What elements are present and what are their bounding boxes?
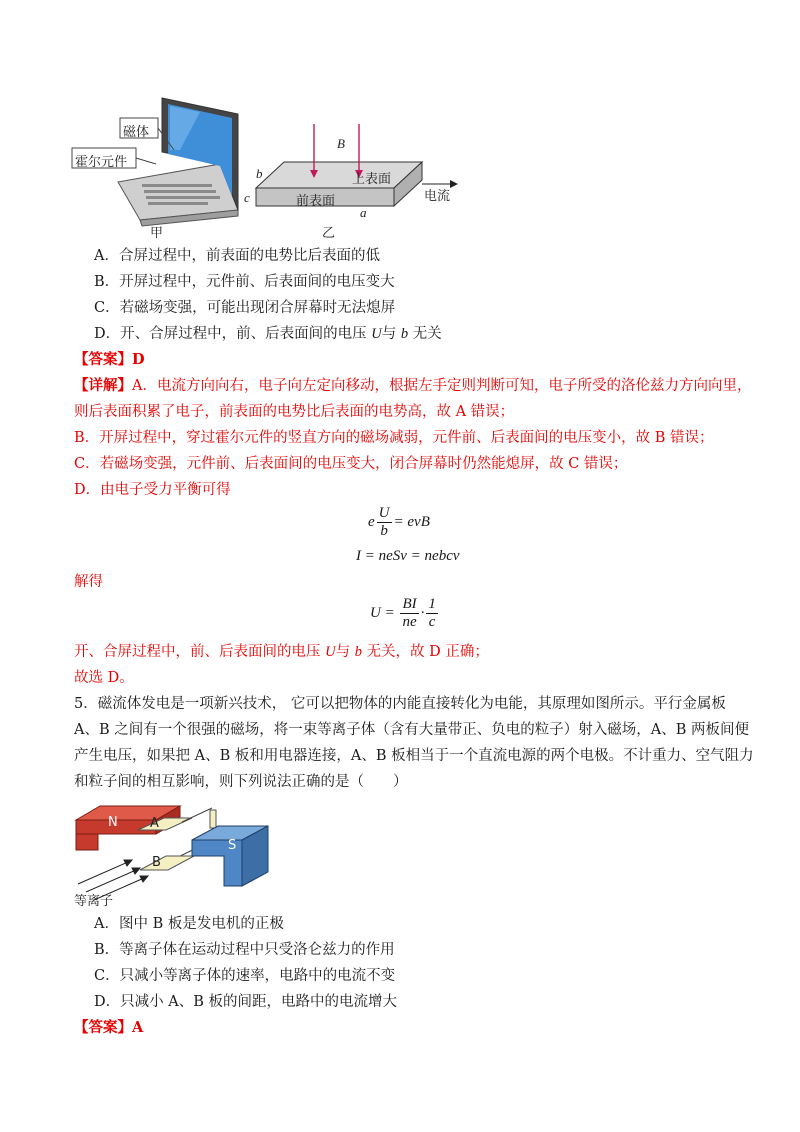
- fraction-BI-over-ne: $\frac{BI}{ne}$: [402, 596, 417, 630]
- label-magnet: 磁体: [123, 125, 150, 140]
- q5-stem-4: 和粒子间的相互影响，则下列说法正确的是（ ）: [74, 774, 408, 790]
- q5-option-a: A．图中 B 板是发电机的正极: [94, 916, 284, 932]
- label-plasma: 等离子: [74, 894, 114, 909]
- figure-laptop-hall: [70, 92, 480, 242]
- q4-option-d-pre: D．开、合屏过程中，前、后表面间的电压: [94, 326, 367, 342]
- q4-option-d-post: 无关: [412, 326, 442, 342]
- detail-tag: 【详解】: [74, 377, 132, 394]
- label-front-surface: 前表面: [296, 194, 336, 209]
- formula-voltage: [370, 596, 440, 631]
- formula-current: I = neSv = nebcv: [356, 548, 460, 564]
- var-U-conclusion: U: [325, 644, 336, 660]
- conclusion-post: 无关，故 D 正确；: [366, 644, 489, 660]
- conclusion-pre: 开、合屏过程中，前、后表面间的电压: [74, 644, 321, 660]
- detail-line-4: C．若磁场变强，元件前、后表面间的电压变大，闭合屏幕时仍然能熄屏，故 C 错误；: [74, 456, 628, 472]
- choose-line: 故选 D。: [74, 670, 134, 686]
- fraction-U-over-b: $\frac{U}{b}$: [378, 505, 390, 539]
- caption-jia: 甲: [150, 226, 164, 241]
- q5-option-c: C．只减小等离子体的速率，电路中的电流不变: [94, 968, 396, 984]
- conclusion-mid: 与: [335, 644, 351, 660]
- label-b: b: [256, 166, 263, 181]
- q5-stem-2: A、B 之间有一个很强的磁场，将一束等离子体（含有大量带正、负电的粒子）射入磁场，A、B 两板间便: [74, 722, 749, 738]
- label-plate-B: B: [152, 855, 161, 870]
- label-hall-element: 霍尔元件: [75, 155, 128, 170]
- detail-line-2: 则后表面积累了电子，前表面的电势比后表面的电势高，故 A 错误；: [74, 404, 515, 420]
- label-top-surface: 上表面: [352, 172, 392, 187]
- var-b-conclusion: b: [354, 644, 362, 660]
- solve-label: 解得: [74, 574, 103, 590]
- answer-letter: D: [132, 351, 145, 368]
- label-current: 电流: [424, 189, 451, 204]
- detail-line-1: [74, 376, 751, 396]
- q5-answer-tag: 【答案】: [74, 1019, 132, 1036]
- q4-answer: [74, 350, 145, 370]
- var-U: U: [371, 326, 382, 342]
- formula-U-eq: U =: [370, 604, 395, 621]
- detail-text-1: A．电流方向向右，电子向左定向移动，根据左手定则判断可知，电子所受的洛伦兹力方向向里，: [132, 378, 752, 394]
- q5-option-d: D．只减小 A、B 板的间距，电路中的电流增大: [94, 994, 397, 1010]
- q5-option-b: B．等离子体在运动过程中只受洛仑兹力的作用: [94, 942, 395, 958]
- magnet-S-illustration: [192, 826, 268, 886]
- label-plate-A: A: [150, 816, 159, 831]
- label-N: N: [108, 815, 118, 830]
- answer-tag: 【答案】: [74, 351, 132, 368]
- q5-stem-1: 5．磁流体发电是一项新兴技术， 它可以把物体的内能直接转化为电能，其原理如图所示。平行金属板: [74, 696, 726, 712]
- fraction-1-over-c: $\frac{1}{c}$: [428, 596, 436, 630]
- q4-option-b: B．开屏过程中，元件前、后表面间的电压变大: [94, 274, 395, 290]
- detail-line-3: B．开屏过程中，穿过霍尔元件的竖直方向的磁场减弱，元件前、后表面间的电压变小，故 B 错误；: [74, 430, 714, 446]
- var-b: b: [400, 326, 409, 342]
- q5-stem-3: 产生电压，如果把 A、B 板和用电器连接，A、B 板相当于一个直流电源的两个电极。不计重力、空气阻力: [74, 748, 754, 764]
- q5-answer-letter: A: [132, 1019, 144, 1036]
- q4-option-d: [94, 324, 442, 344]
- detail-line-5: D．由电子受力平衡可得: [74, 482, 231, 498]
- q5-answer: [74, 1018, 143, 1038]
- formula-force-balance: [368, 505, 430, 540]
- label-a: a: [360, 205, 367, 220]
- formula-dot: ·: [420, 604, 425, 621]
- q4-option-a: A．合屏过程中，前表面的电势比后表面的低: [94, 248, 380, 264]
- label-S: S: [228, 838, 237, 853]
- label-field-B: B: [337, 136, 345, 151]
- formula-rhs: = evB: [393, 513, 430, 530]
- label-c: c: [244, 190, 250, 205]
- caption-yi: 乙: [322, 226, 336, 241]
- formula-e: e: [368, 513, 375, 530]
- conclusion-line: [74, 642, 489, 662]
- q4-option-d-mid: 与: [381, 326, 397, 342]
- q4-option-c: C．若磁场变强，可能出现闭合屏幕时无法熄屏: [94, 300, 396, 316]
